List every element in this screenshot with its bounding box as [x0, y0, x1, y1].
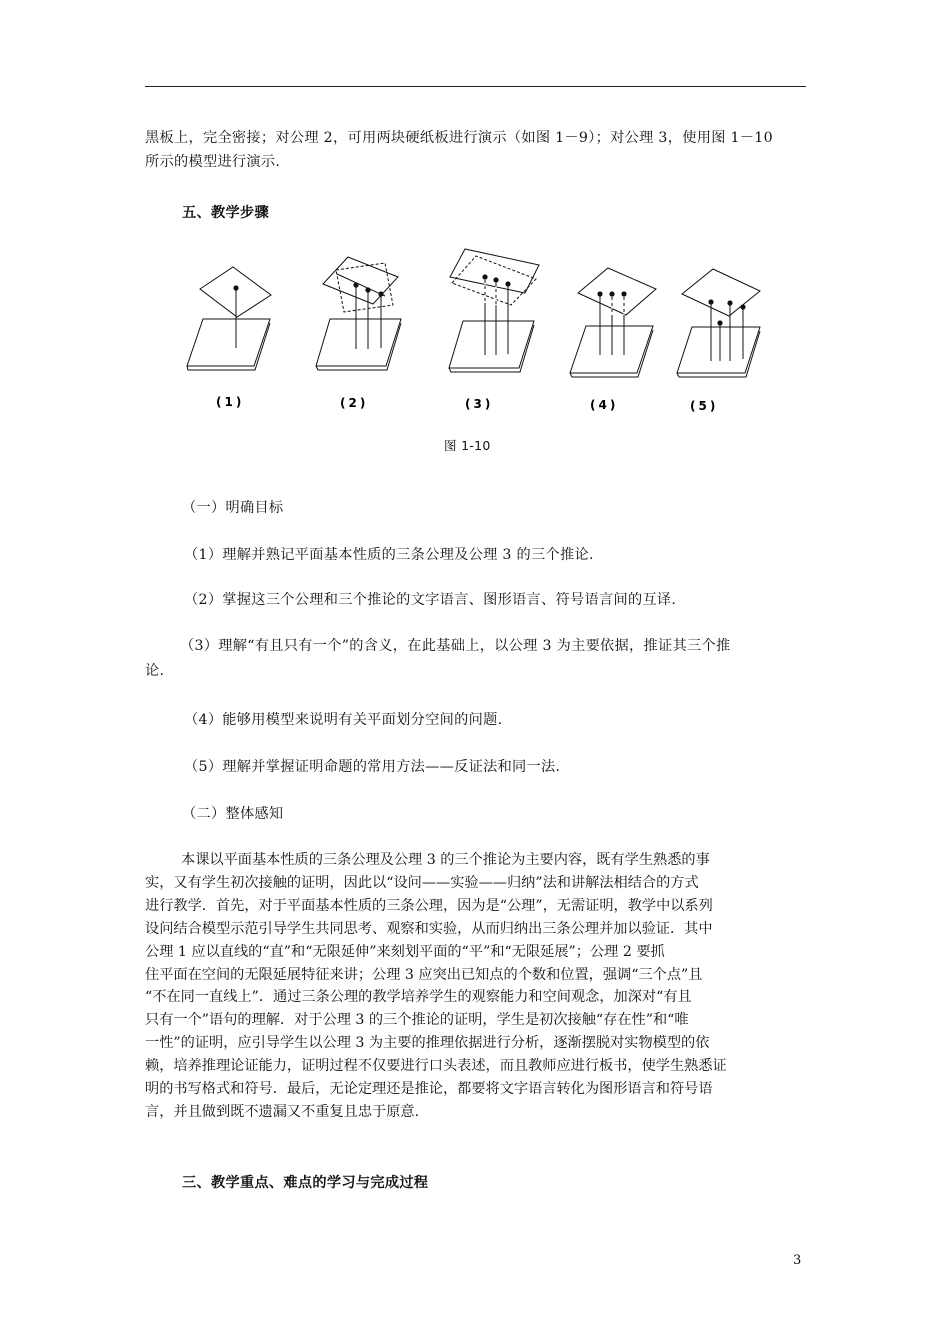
section-heading-key-points: 三、教学重点、难点的学习与完成过程	[182, 1175, 429, 1191]
paragraph-line: 只有一个”语句的理解．对于公理 3 的三个推论的证明，学生是初次接触“存在性”和“唯	[145, 1012, 689, 1029]
paragraph-line: 赖，培养推理论证能力，证明过程不仅要进行口头表述，而且教师应进行板书，使学生熟悉证	[145, 1058, 727, 1075]
paragraph-line: 一性”的证明，应引导学生以公理 3 为主要的推理依据进行分析，逐渐摆脱对实物模型的依	[145, 1035, 710, 1052]
figure-label-2: (2)	[340, 396, 369, 410]
paragraph-line: 公理 1 应以直线的“直”和“无限延伸”来刻划平面的“平”和“无限延展”；公理 2 要抓	[145, 943, 665, 960]
paragraph-line: 设问结合模型示范引导学生共同思考、观察和实验，从而归纳出三条公理并加以验证．其中	[145, 920, 713, 937]
goal-item-3-cont: 论.	[145, 663, 165, 679]
paragraph-line: 明的书写格式和符号．最后，无论定理还是推论，都要将文字语言转化为图形语言和符号语	[145, 1081, 713, 1098]
figure-label-1: (1)	[216, 395, 245, 409]
figure-label-4: (4)	[590, 398, 619, 412]
figure-1-10	[180, 245, 780, 420]
subsection-heading-overview: （二）整体感知	[182, 806, 284, 822]
figure-panel-3	[449, 249, 539, 372]
goal-item-1: （1）理解并熟记平面基本性质的三条公理及公理 3 的三个推论.	[184, 547, 594, 563]
paragraph-line: 实，又有学生初次接触的证明，因此以“设问——实验——归纳”法和讲解法相结合的方式	[145, 874, 699, 891]
overview-paragraph	[145, 849, 810, 1124]
goal-item-5: （5）理解并掌握证明命题的常用方法——反证法和同一法.	[184, 759, 561, 775]
section-heading-steps: 五、教学步骤	[182, 205, 269, 221]
paragraph-line: 住平面在空间的无限延展特征来讲；公理 3 应突出已知点的个数和位置，强调“三个点”且	[145, 966, 703, 983]
subsection-heading-goals: （一）明确目标	[182, 500, 284, 516]
figure-panel-2	[316, 257, 401, 370]
figure-label-3: (3)	[465, 397, 494, 411]
paragraph-line: 言，并且做到既不遗漏又不重复且忠于原意.	[145, 1103, 420, 1120]
intro-line-2: 所示的模型进行演示.	[145, 154, 281, 170]
figure-panel-4	[570, 268, 656, 377]
figure-panel-5	[677, 269, 760, 377]
paragraph-line: 本课以平面基本性质的三条公理及公理 3 的三个推论为主要内容，既有学生熟悉的事	[181, 852, 710, 868]
goal-item-3: （3）理解“有且只有一个”的含义，在此基础上，以公理 3 为主要依据，推证其三个推	[180, 638, 731, 654]
goal-item-2: （2）掌握这三个公理和三个推论的文字语言、图形语言、符号语言间的互译.	[184, 592, 677, 608]
figure-panel-1	[187, 267, 271, 370]
figure-label-5: (5)	[690, 399, 719, 413]
header-rule	[145, 86, 806, 87]
goal-item-4: （4）能够用模型来说明有关平面划分空间的问题.	[184, 712, 503, 728]
paragraph-line: 进行教学．首先，对于平面基本性质的三条公理，因为是“公理”，无需证明，教学中以系列	[145, 897, 713, 914]
paragraph-line: “不在同一直线上”．通过三条公理的教学培养学生的观察能力和空间观念，加深对“有且	[145, 989, 692, 1006]
figure-caption: 图 1-10	[444, 438, 491, 453]
intro-line-1: 黑板上，完全密接；对公理 2，可用两块硬纸板进行演示（如图 1－9）；对公理 3，使用图 1－10	[145, 130, 773, 146]
page-number: 3	[793, 1253, 802, 1268]
